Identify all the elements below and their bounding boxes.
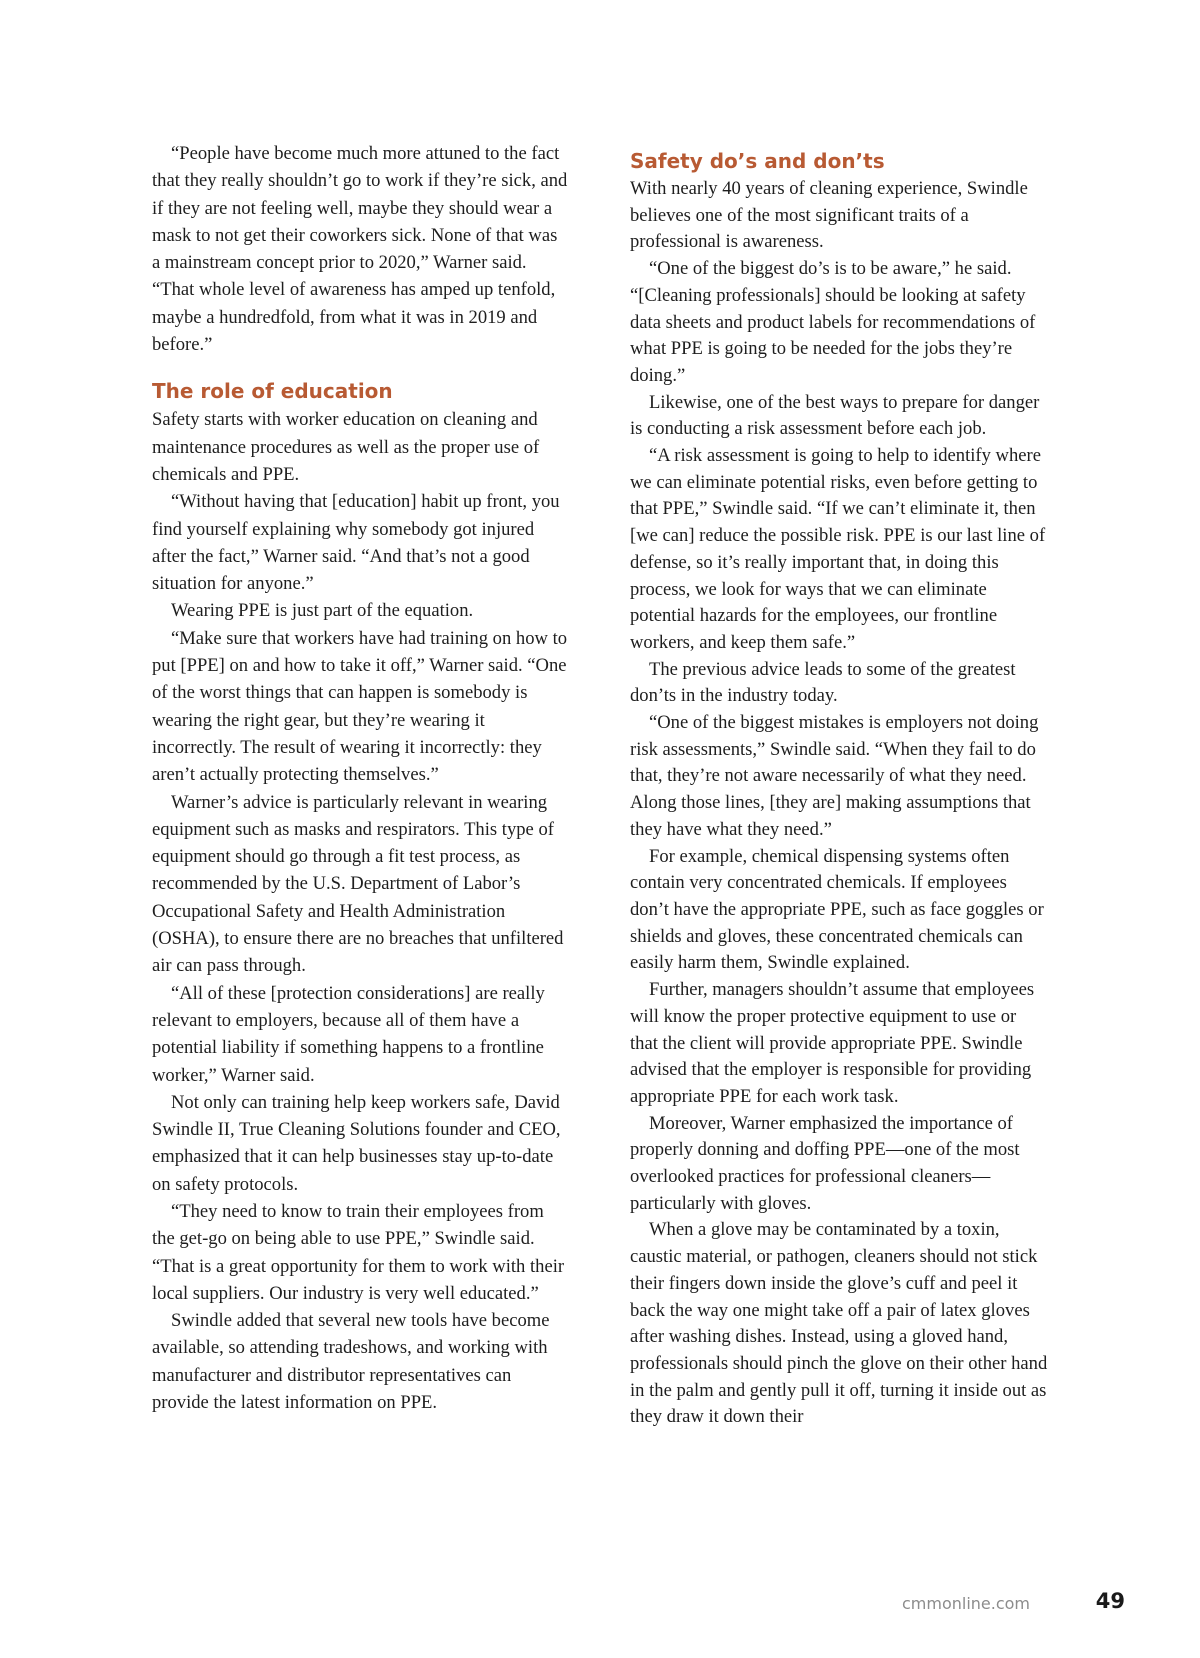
- body-paragraph: “A risk assessment is going to help to identify where we can eliminate potential risks, even before getting to that PPE,” Swindle said. “If we can’t eliminate it, then [we can] reduce the possible risk. PPE is our last line of defense, so it’s really important that, in doing this process, we look for ways that we can eliminate potential hazards for the employees, our frontline workers, and keep them safe.”: [630, 445, 1046, 653]
- section-heading-education: The role of education: [152, 379, 393, 404]
- body-paragraph: “All of these [protection considerations] are really relevant to employers, because all of them have a potential liability if something happens to a frontline worker,” Warner said.: [152, 982, 545, 1086]
- section-heading-dos-donts: Safety do’s and don’ts: [630, 149, 885, 173]
- body-paragraph: Warner’s advice is particularly relevant in wearing equipment such as masks and respirators. This type of equipment should go through a fit test process, as recommended by the U.S. Department of Labor’s Occupational Safety and Health Administration (OSHA), to ensure there are no breaches that unfiltered air can pass through.: [152, 791, 564, 977]
- right-column: [630, 148, 1048, 1431]
- body-paragraph: Wearing PPE is just part of the equation.: [171, 600, 474, 622]
- body-paragraph: The previous advice leads to some of the greatest don’ts in the industry today.: [630, 658, 1016, 707]
- body-paragraph: “People have become much more attuned to the fact that they really shouldn’t go to work if they’re sick, and if they are not feeling well, maybe they should wear a mask to not get their coworkers sick. None of that was a mainstream concept prior to 2020,” Warner said. “That whole level of awareness has amped up tenfold, maybe a hundredfold, from what it was in 2019 and before.”: [152, 143, 568, 356]
- body-paragraph: Moreover, Warner emphasized the importance of properly donning and doffing PPE—one of the most overlooked practices for professional cleaners—particularly with gloves.: [630, 1112, 1020, 1214]
- body-paragraph: Safety starts with worker education on cleaning and maintenance procedures as well as the proper use of chemicals and PPE.: [152, 409, 540, 485]
- body-paragraph: Not only can training help keep workers safe, David Swindle II, True Cleaning Solutions founder and CEO, emphasized that it can help businesses stay up-to-date on safety protocols.: [152, 1091, 561, 1195]
- body-paragraph: “One of the biggest mistakes is employers not doing risk assessments,” Swindle said. “When they fail to do that, they’re not aware necessarily of what they need. Along those lines, [they are] making assumptions that they have what they need.”: [630, 712, 1039, 840]
- body-paragraph: When a glove may be contaminated by a toxin, caustic material, or pathogen, cleaners should not stick their fingers down inside the glove’s cuff and peel it back the way one might take off a pair of latex gloves after washing dishes. Instead, using a gloved hand, professionals should pinch the glove on their other hand in the palm and gently pull it off, turning it inside out as they draw it down their: [630, 1219, 1048, 1428]
- body-paragraph: Further, managers shouldn’t assume that employees will know the proper protective equipment to use or that the client will provide appropriate PPE. Swindle advised that the employer is responsible for providing appropriate PPE for each work task.: [630, 979, 1035, 1107]
- body-paragraph: Likewise, one of the best ways to prepare for danger is conducting a risk assessment before each job.: [630, 391, 1040, 440]
- body-paragraph: “Make sure that workers have had training on how to put [PPE] on and how to take it off,” Warner said. “One of the worst things that can happen is somebody is wearing the right gear, but they’re wearing it incorrectly. The result of wearing it incorrectly: they aren’t actually protecting themselves.”: [152, 627, 568, 786]
- body-paragraph: “They need to know to train their employees from the get-go on being able to use PPE,” Swindle said. “That is a great opportunity for them to work with their local suppliers. Our industry is very well educated.”: [152, 1200, 565, 1304]
- body-paragraph: Swindle added that several new tools have become available, so attending tradeshows, and working with manufacturer and distributor representatives can provide the latest information on PPE.: [152, 1310, 550, 1414]
- page-number: 49: [1095, 1589, 1125, 1613]
- body-paragraph: With nearly 40 years of cleaning experience, Swindle believes one of the most significant traits of a professional is awareness.: [630, 178, 1028, 253]
- footer-website: cmmonline.com: [901, 1594, 1030, 1613]
- body-paragraph: “One of the biggest do’s is to be aware,” he said. “[Cleaning professionals] should be looking at safety data sheets and product labels for recommendations of what PPE is going to be needed for the jobs they’re doing.”: [630, 258, 1036, 386]
- body-paragraph: “Without having that [education] habit up front, you find yourself explaining why somebody got injured after the fact,” Warner said. “And that’s not a good situation for anyone.”: [152, 491, 560, 595]
- left-column: [152, 140, 570, 1416]
- body-paragraph: For example, chemical dispensing systems often contain very concentrated chemicals. If employees don’t have the appropriate PPE, such as face goggles or shields and gloves, these concentrated chemicals can easily harm them, Swindle explained.: [630, 845, 1044, 974]
